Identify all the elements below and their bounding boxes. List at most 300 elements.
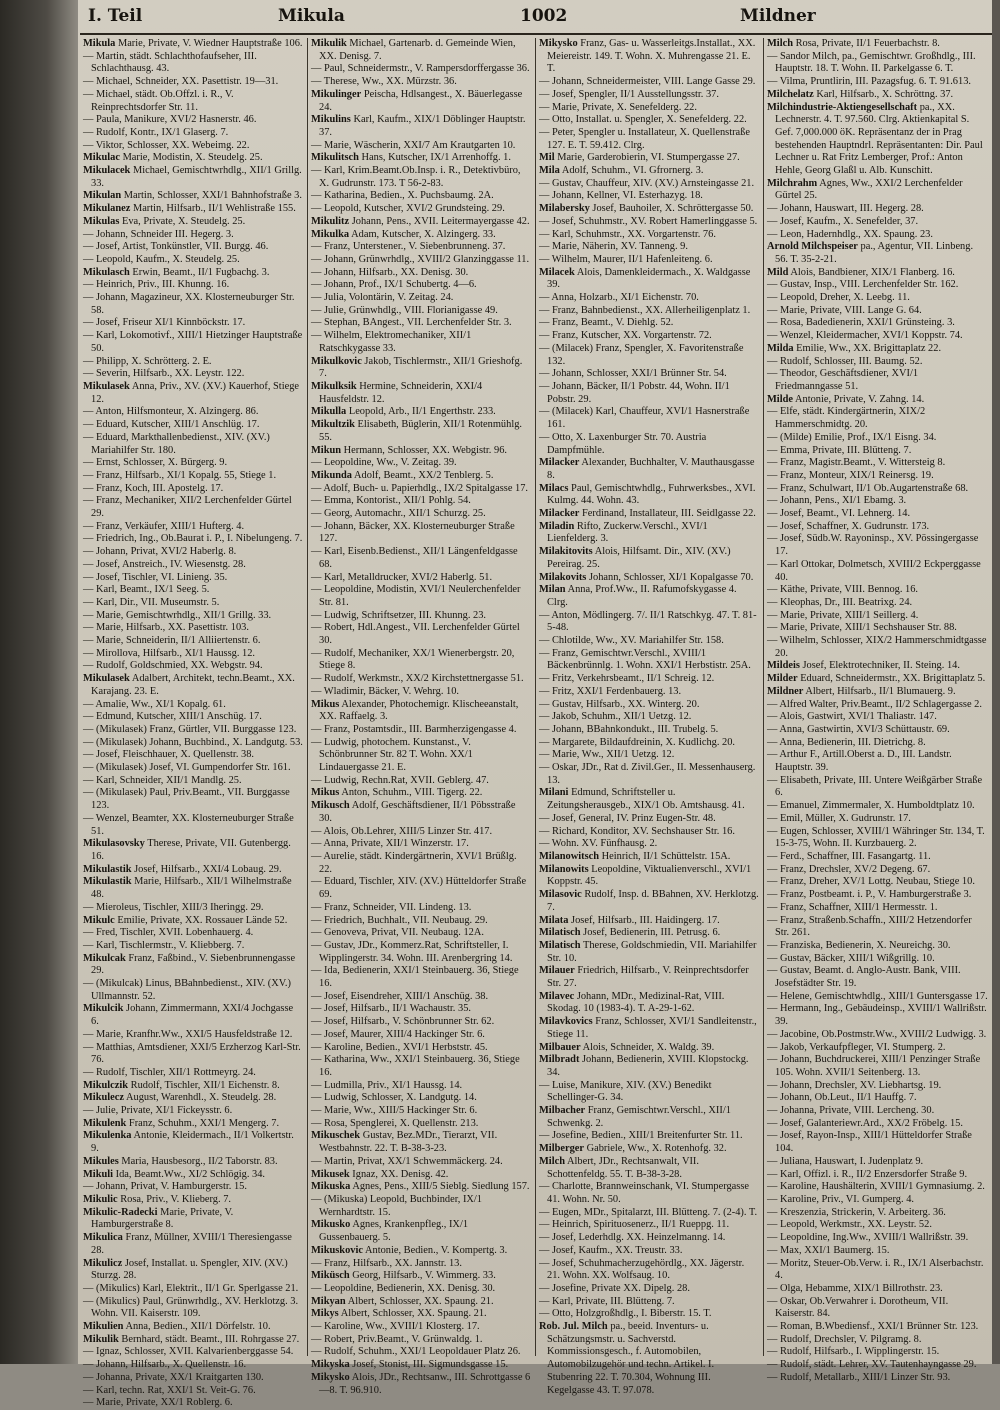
directory-entry <box>83 1156 303 1169</box>
entry-text: — Rudolf, Tischler, XII/1 Rottmeyrg. 24. <box>83 1066 256 1078</box>
entry-text: — Wilhelm, Maurer, II/1 Hafenleiteng. 6. <box>539 253 713 265</box>
directory-entry <box>767 915 988 940</box>
directory-entry <box>311 699 531 724</box>
directory-entry <box>311 826 531 839</box>
entry-surname: Milavkovics <box>539 1016 593 1028</box>
entry-text: — Leon, Hadernhdlg., XX. Spaung. 23. <box>767 228 933 240</box>
entry-text: — Johann, Grünwrhdlg., XVIII/2 Glanzinggasse 11. <box>311 253 530 265</box>
directory-entry <box>83 470 303 483</box>
entry-text: — Rudolf, städt. Lehrer, XV. Tautenhayngasse 29. <box>767 1359 977 1371</box>
header-page-number: 1002 <box>520 6 568 26</box>
entry-text: — Karoline, Haushälterin, XVIII/1 Gymnasiumg. 2. <box>767 1181 985 1193</box>
entry-text: Albert, JDr., Rechtsanwalt, VII. Schottenfeldg. 55. T. B-38-3-28. <box>547 1155 699 1180</box>
entry-text: — Rudolf, Drechsler, V. Pilgramg. 8. <box>767 1333 922 1345</box>
entry-text: — Margarete, Bildaufdreinin, X. Kudlichg. 20. <box>539 736 736 748</box>
directory-entry <box>311 775 531 788</box>
entry-surname: Milakovits <box>539 571 587 583</box>
directory-entry <box>311 927 531 940</box>
directory-entry <box>767 622 988 635</box>
entry-text: — Josef, Schuhmstr., XV. Robert Hamerlinggasse 5. <box>539 215 758 227</box>
directory-entry <box>767 470 988 483</box>
directory-entry <box>311 915 531 928</box>
entry-text: — Rudolf, Hilfsarb., I. Wipplingerstr. 15. <box>767 1346 940 1358</box>
directory-entry <box>83 89 303 114</box>
entry-text: — Josef, Südb.W. Rayoninsp., XV. Pössingergasse 17. <box>767 533 979 558</box>
entry-surname: Milavec <box>539 990 575 1002</box>
directory-entry <box>83 559 303 572</box>
entry-text: Agnes, Pens., XIII/5 Sieblg. Siedlung 157. <box>352 1181 530 1193</box>
entry-text: — Aurelie, städt. Kindergärtnerin, XVI/1 Brüßlg. 22. <box>311 851 517 875</box>
entry-surname: Milchindustrie-Aktiengesellschaft <box>767 101 918 113</box>
directory-entry <box>767 1359 988 1372</box>
directory-entry <box>539 699 759 712</box>
directory-entry <box>767 1080 988 1093</box>
entry-surname: Mikulastik <box>83 876 132 888</box>
entry-text: — Anton, Mödlingerg. 7/. II/1 Ratschkyg. 47. T. 81-5-48. <box>539 609 757 634</box>
directory-entry <box>83 267 303 280</box>
entry-text: Josef, Installat. u. Spengler, XIV. (XV.) Sturzg. 28. <box>91 1257 288 1282</box>
entry-text: — Severin, Hilfsarb., XX. Leystr. 122. <box>83 368 245 380</box>
directory-entry <box>311 838 531 851</box>
directory-entry <box>83 1385 303 1398</box>
entry-surname: Milchelatz <box>767 88 814 100</box>
directory-entry <box>83 1080 303 1093</box>
entry-text: — Rudolf, Schuhm., XXI/1 Leopoldauer Platz 26. <box>311 1346 521 1358</box>
entry-text: Agnes, Ww., XXI/2 Lerchenfelder Gürtel 25. <box>775 177 963 202</box>
entry-text: — Johann, Bäcker, II/1 Pobstr. 44, Wohn. II/1 Pobstr. 29. <box>539 380 730 405</box>
directory-entry <box>311 76 531 89</box>
entry-surname: Mikusch <box>311 800 350 812</box>
directory-entry <box>83 76 303 89</box>
entry-text: — Arthur F., Artill.Oberst a. D., III. Landstr. Hauptstr. 39. <box>767 749 952 774</box>
entry-text: — Vilma, Pruntlirin, III. Pazagsfug. 6. T. 91.613. <box>767 76 971 88</box>
directory-entry <box>83 648 303 661</box>
directory-entry <box>539 216 759 229</box>
directory-entry <box>311 1219 531 1244</box>
directory-entry <box>539 241 759 254</box>
entry-surname: Mikulic-Radecki <box>83 1206 158 1218</box>
entry-text: — Moritz, Steuer-Ob.Verw. i. R., IX/1 Alserbachstr. 4. <box>767 1257 984 1282</box>
directory-entry <box>767 724 988 737</box>
entry-text: — (Mikulasek) Josef, VI. Gumpendorfer Str. 161. <box>83 762 291 774</box>
entry-surname: Mikulenk <box>83 1117 127 1129</box>
entry-text: — Wladimir, Bäcker, V. Wehrg. 10. <box>311 685 460 697</box>
directory-entry <box>767 1029 988 1042</box>
directory-entry <box>539 1181 759 1206</box>
entry-surname: Mikulien <box>83 1321 124 1333</box>
entry-text: — Mieroleus, Tischler, XIII/3 Iheringg. 29. <box>83 901 264 913</box>
directory-entry <box>83 787 303 812</box>
header-lead-word: Mikula <box>278 6 345 26</box>
entry-text: — Franz, Koch, III. Apostelg. 17. <box>83 482 224 494</box>
directory-entry <box>767 965 988 990</box>
entry-text: — Käthe, Private, VIII. Bennog. 16. <box>767 584 919 596</box>
directory-entry <box>767 267 988 280</box>
directory-entry <box>767 851 988 864</box>
directory-entry <box>83 216 303 229</box>
entry-text: — Gustav, JDr., Kommerz.Rat, Schriftsteller, I. Wipplingerstr. 34. Wohn. III. Arenbergring 14. <box>311 939 513 964</box>
entry-text: Emilie, Private, XX. Rossauer Lände 52. <box>117 914 288 926</box>
entry-surname: Miküsch <box>311 1270 350 1282</box>
directory-entry <box>539 1232 759 1245</box>
entry-text: Leopold, Arb., II/1 Engerthstr. 233. <box>348 406 496 418</box>
directory-entry <box>767 508 988 521</box>
entry-text: — Michael, Schneider, XX. Pasettistr. 19—31. <box>83 76 279 88</box>
entry-text: — (Milacek) Franz, Spengler, X. Favoritenstraße 132. <box>539 342 744 367</box>
entry-text: — Josef, Tischler, VI. Linieng. 35. <box>83 571 228 583</box>
directory-entry <box>83 902 303 915</box>
entry-text: — Josef, Friseur XI/1 Kinnböckstr. 17. <box>83 317 246 329</box>
entry-text: Franz, Gas- u. Wasserleitgs.Installat., XX. Meiereistr. 149. T. Wohn. X. Muhrengasse 21. E. T. <box>547 38 756 75</box>
entry-text: — Gustav, Insp., VIII. Lerchenfelder Str. 162. <box>767 279 959 291</box>
entry-text: Alois, Damenkleidermach., X. Waldgasse 39. <box>547 266 751 291</box>
directory-entry <box>767 203 988 216</box>
entry-text: — Therese, Ww., XX. Mürzstr. 36. <box>311 76 457 88</box>
entry-text: — Oskar, JDr., Rat d. Zivil.Ger., II. Messenhauserg. 13. <box>539 762 756 786</box>
entry-text: Rosa, Private, II/1 Feuerbachstr. 8. <box>795 38 940 49</box>
directory-entry <box>539 305 759 318</box>
directory-entry <box>767 1334 988 1347</box>
directory-entry <box>83 483 303 496</box>
entry-text: — Hermann, Ing., Gebäudeinsp., XVIII/1 Wallrißstr. 39. <box>767 1003 987 1028</box>
directory-entry <box>311 356 531 381</box>
entry-text: — Leopold, Kutscher, XVI/2 Grundsteing. 29. <box>311 203 505 215</box>
directory-entry <box>767 38 988 51</box>
entry-text: — Helene, Gemischtwhdlg., XIII/1 Guntersgasse 17. <box>767 990 988 1002</box>
entry-text: Adolf, Schuhm., VI. Gfrornerg. 3. <box>561 165 704 177</box>
entry-text: — Friedrich, Ing., Ob.Baurat i. P., I. Nibelungeng. 7. <box>83 533 303 545</box>
entry-text: — (Milacek) Karl, Chauffeur, XVI/1 Hasnerstraße 161. <box>539 406 750 431</box>
entry-text: — Franz, Dreher, XV/1 Lottg. Neubau, Stiege 10. <box>767 876 975 888</box>
entry-text: — Anna, Private, XII/1 Winzerstr. 17. <box>311 838 469 850</box>
entry-text: — Josefine, Private XX. Dipelg. 28. <box>539 1282 690 1294</box>
directory-entry <box>539 292 759 305</box>
directory-entry <box>767 699 988 712</box>
directory-entry <box>311 140 531 153</box>
entry-text: — Josef, Rayon-Insp., XIII/1 Hütteldorfer Straße 104. <box>767 1130 972 1155</box>
entry-text: — Olga, Hebamme, XIX/1 Billrothstr. 23. <box>767 1282 943 1294</box>
entry-text: — (Mikuska) Leopold, Buchbinder, IX/1 Wernhardtstr. 15. <box>311 1193 482 1218</box>
directory-entry <box>311 1105 531 1118</box>
entry-text: — Leopold, Dreher, X. Leebg. 11. <box>767 292 910 304</box>
directory-entry <box>539 1016 759 1041</box>
entry-text: Martin, Hilfsarb., II/1 Wehlistraße 155. <box>132 203 296 215</box>
directory-entry <box>539 89 759 102</box>
entry-text: — Marie, Private, X. Senefelderg. 22. <box>539 101 697 113</box>
entry-surname: Mikulecz <box>83 1092 124 1104</box>
entry-text: — Franz, Mechaniker, XII/2 Lerchenfelder Gürtel 29. <box>83 495 292 520</box>
directory-entry <box>311 203 531 216</box>
entry-text: — Eugen, MDr., Spitalarzt, III. Blütteng. 7. (2-4). T. <box>539 1206 758 1218</box>
directory-entry <box>767 1296 988 1321</box>
entry-surname: Mikyan <box>311 1295 346 1307</box>
directory-columns <box>80 38 992 1409</box>
directory-entry <box>539 838 759 851</box>
directory-entry <box>83 572 303 585</box>
directory-entry <box>83 229 303 242</box>
entry-surname: Mikulasek <box>83 380 130 392</box>
entry-surname: Mikulasovsky <box>83 838 145 850</box>
entry-text: — Leopold, Kaufm., X. Steudelg. 25. <box>83 253 240 265</box>
entry-text: — Ida, Bedienerin, XXI/1 Steinbauerg. 36, Stiege 16. <box>311 965 519 990</box>
directory-entry <box>539 991 759 1016</box>
directory-entry <box>539 584 759 609</box>
directory-entry <box>539 254 759 267</box>
entry-text: — Leopoldine, Ing.Ww., XVIII/1 Wallrißstr. 39. <box>767 1232 969 1244</box>
entry-text: — Marie, Private, VIII. Lange G. 64. <box>767 304 922 316</box>
entry-text: — Josef, General, IV. Prinz Eugen-Str. 48. <box>539 812 716 824</box>
directory-entry <box>539 686 759 699</box>
entry-text: Antonie, Private, V. Zahng. 14. <box>795 393 925 405</box>
directory-entry <box>767 51 988 76</box>
entry-text: — Paul, Schneidermstr., V. Rampersdorffergasse 36. <box>311 63 530 75</box>
directory-entry <box>83 419 303 432</box>
directory-entry <box>767 102 988 178</box>
directory-entry <box>311 330 531 355</box>
entry-surname: Milberger <box>539 1143 585 1155</box>
entry-text: — Ludwig, Schriftsetzer, III. Khunng. 23. <box>311 609 487 621</box>
entry-text: — Franz, Schulwart, II/1 Ob.Augartenstraße 68. <box>767 482 969 494</box>
directory-entry <box>767 826 988 851</box>
directory-entry <box>311 114 531 139</box>
entry-surname: Mikulas <box>83 215 120 227</box>
directory-entry <box>539 1283 759 1296</box>
entry-surname: Milabersky <box>539 203 590 215</box>
directory-entry <box>767 953 988 966</box>
entry-surname: Milchrahm <box>767 177 818 189</box>
directory-entry <box>767 749 988 774</box>
directory-entry <box>311 1080 531 1093</box>
directory-entry <box>767 356 988 369</box>
directory-entry <box>311 419 531 444</box>
entry-surname: Milauer <box>539 965 575 977</box>
entry-text: — Mirollova, Hilfsarb., XI/1 Haussg. 12. <box>83 647 256 659</box>
entry-text: — Leopold, Werkmstr., XX. Leystr. 52. <box>767 1219 932 1231</box>
entry-text: Rifto, Zuckerw.Verschl., XVI/1 Lienfelderg. 3. <box>547 520 708 545</box>
directory-entry <box>539 635 759 648</box>
entry-text: Alois, Schneider, X. Waldg. 39. <box>582 1041 715 1053</box>
entry-text: — Karl, Private, III. Blütteng. 7. <box>539 1295 675 1307</box>
directory-entry <box>83 406 303 419</box>
directory-entry <box>83 1372 303 1385</box>
entry-surname: Mikus <box>311 698 340 710</box>
directory-entry <box>83 699 303 712</box>
directory-entry <box>83 51 303 76</box>
entry-text: — Fritz, XXI/1 Ferdenbauerg. 13. <box>539 685 682 697</box>
entry-text: Hans, Kutscher, IX/1 Arrenhoffg. 1. <box>361 152 511 164</box>
entry-text: — Josefine, Bedien., XIII/1 Breitenfurter Str. 11. <box>539 1130 743 1142</box>
entry-text: — Karoline, Ww., XVIII/1 Klosterg. 17. <box>311 1321 480 1333</box>
entry-text: Karl, Kaufm., XIX/1 Döblinger Hauptstr. 37. <box>319 114 526 138</box>
entry-text: — Karl, techn. Rat, XXI/1 St. Veit-G. 76. <box>83 1384 256 1396</box>
directory-entry <box>539 940 759 965</box>
entry-text: — Johann, Hilfsarb., X. Quellenstr. 16. <box>83 1359 247 1371</box>
directory-entry <box>539 724 759 737</box>
directory-entry <box>767 305 988 318</box>
entry-text: — Franz, Unterstener., V. Siebenbrunneng. 37. <box>311 241 506 253</box>
directory-entry <box>311 445 531 458</box>
directory-entry <box>539 762 759 787</box>
entry-text: — Franz, Kutscher, XX. Vorgartenstr. 72. <box>539 330 712 342</box>
entry-text: Alois, Hilfsamt. Dir., XIV. (XV.) Pereirag. 25. <box>547 546 731 570</box>
entry-surname: Mikulik <box>83 1333 119 1345</box>
directory-entry <box>767 902 988 915</box>
entry-surname: Mil <box>539 152 555 164</box>
directory-entry <box>83 864 303 877</box>
entry-text: — Johann, Schneidermeister, VIII. Lange Gasse 29. <box>539 76 756 88</box>
entry-text: August, Warenhdl., X. Steudelg. 28. <box>126 1092 277 1104</box>
directory-entry <box>83 1092 303 1105</box>
directory-entry <box>539 1130 759 1143</box>
directory-entry <box>767 178 988 203</box>
scan-right-margin <box>992 0 1000 1364</box>
directory-entry <box>539 203 759 216</box>
directory-entry <box>539 432 759 457</box>
entry-text: Michael, Gemischtwrhdlg., XII/1 Grillg. 33. <box>91 165 302 189</box>
entry-surname: Milani <box>539 787 569 799</box>
entry-text: Ferdinand, Installateur, III. Seidlgasse 22. <box>582 508 756 520</box>
entry-text: — Leopoldine, Ww., V. Zeitag. 39. <box>311 457 457 469</box>
entry-surname: Milanowitsch <box>539 851 600 862</box>
directory-entry <box>311 1156 531 1169</box>
entry-text: — Rudolf, Kontr., IX/1 Glaserg. 7. <box>83 126 229 138</box>
entry-text: Albert, Hilfsarb., II/1 Blumauerg. 9. <box>805 685 956 697</box>
entry-text: Heinrich, II/1 Schüttelstr. 15A. <box>601 851 731 862</box>
directory-entry <box>539 114 759 127</box>
directory-entry <box>83 673 303 698</box>
entry-text: — Johann, Buchdruckerei, XIII/1 Penzinger Straße 105. Wohn. XVII/1 Seitenberg. 13. <box>767 1054 981 1078</box>
entry-surname: Mila <box>539 165 560 177</box>
directory-entry <box>83 38 303 51</box>
directory-entry <box>767 775 988 800</box>
entry-text: — Chlotilde, Ww., XV. Mariahilfer Str. 158. <box>539 635 724 647</box>
entry-text: — Philipp, X. Schrötterg. 2. E. <box>83 355 212 367</box>
directory-entry <box>539 1207 759 1220</box>
directory-entry <box>83 940 303 953</box>
entry-surname: Milakitovits <box>539 546 593 558</box>
entry-text: — Otto, Installat. u. Spengler, X. Senefelderg. 22. <box>539 114 747 126</box>
entry-text: Antonie, Bedien., V. Kompertg. 3. <box>365 1244 508 1256</box>
directory-entry <box>83 1003 303 1028</box>
entry-text: — Jacobine, Ob.Postmstr.Ww., XVIII/2 Ludwigg. 3. <box>767 1028 987 1040</box>
directory-entry <box>311 190 531 203</box>
entry-surname: Mikus <box>311 787 340 799</box>
header-rule <box>80 33 992 35</box>
directory-entry <box>311 965 531 990</box>
entry-text: — Johann, Ob.Leut., II/1 Hauffg. 7. <box>767 1092 917 1104</box>
directory-entry <box>311 991 531 1004</box>
directory-entry <box>767 1194 988 1207</box>
directory-entry <box>767 1003 988 1028</box>
entry-text: Josef, Hilfsarb., XXI/4 Lobaug. 29. <box>134 863 282 875</box>
entry-text: — Johann, Kellner, VI. Esterhazyg. 18. <box>539 190 703 202</box>
entry-text: Josef, Bedienerin, III. Petrusg. 6. <box>583 927 721 939</box>
directory-entry <box>767 889 988 902</box>
entry-surname: Mikysko <box>539 38 578 49</box>
entry-text: — Elfe, städt. Kindergärtnerin, XIX/2 Hammerschmidtg. 20. <box>767 406 926 431</box>
entry-text: — Fred, Tischler, XVII. Lobenhauerg. 4. <box>83 927 254 939</box>
entry-surname: Milde <box>767 393 793 405</box>
directory-entry <box>539 267 759 292</box>
entry-text: Maria, Hausbesorg., II/2 Taborstr. 83. <box>121 1155 278 1167</box>
entry-text: — Franz, Drechsler, XV/2 Degeng. 67. <box>767 863 931 875</box>
entry-text: — Eduard, Markthallenbedienst., XIV. (XV.) Mariahilfer Str. 180. <box>83 431 270 456</box>
entry-surname: Milacs <box>539 482 569 494</box>
directory-entry <box>311 165 531 190</box>
entry-text: — Anton, Hilfsmonteur, X. Alzingerg. 86. <box>83 406 259 418</box>
directory-entry <box>311 610 531 623</box>
entry-surname: Milanowits <box>539 863 589 875</box>
entry-text: — Johann, Bäcker, XX. Klosterneuburger Straße 127. <box>311 520 515 545</box>
directory-entry <box>539 483 759 508</box>
directory-entry <box>311 1130 531 1155</box>
entry-text: Erwin, Beamt., II/1 Fugbachg. 3. <box>132 266 270 278</box>
entry-text: — Franz, Postamtsdir., III. Barmherzigengasse 4. <box>311 723 517 735</box>
entry-text: Franz, Schlosser, XVI/1 Sandleitenstr., Stiege 11. <box>547 1016 757 1040</box>
entry-text: Josef, Stonist, III. Sigmundsgasse 15. <box>352 1359 509 1371</box>
directory-entry <box>311 495 531 508</box>
entry-text: — Josef, Artist, Tonkünstler, VII. Burgg. 46. <box>83 241 269 253</box>
directory-entry <box>311 1016 531 1029</box>
entry-text: — Josef, Galanteriewr.Ard., XX/2 Fröbelg. 15. <box>767 1117 963 1129</box>
directory-entry <box>767 495 988 508</box>
directory-entry <box>311 1270 531 1283</box>
entry-text: Rudolf, Insp. d. BBahnen, XV. Herklotzg. 7. <box>547 889 759 913</box>
entry-text: — Emanuel, Zimmermaler, X. Humboldtplatz 10. <box>767 800 975 812</box>
directory-entry <box>767 1054 988 1079</box>
entry-text: — Johann, Schlosser, XXI/1 Brünner Str. 54. <box>539 368 727 380</box>
entry-text: — Josef, Kaufm., X. Senefelder, 37. <box>767 215 919 227</box>
entry-surname: Milatisch <box>539 927 581 939</box>
entry-text: — Friedrich, Buchhalt., VII. Neubaug. 29. <box>311 914 488 926</box>
directory-entry <box>83 749 303 762</box>
entry-surname: Milatisch <box>539 939 581 951</box>
entry-text: — Amalie, Ww., XI/1 Kopalg. 61. <box>83 698 226 710</box>
entry-text: — Franziska, Bedienerin, X. Neureichg. 30. <box>767 939 951 951</box>
entry-surname: Mikusko <box>311 1219 351 1231</box>
directory-entry <box>311 1372 531 1397</box>
entry-surname: Milacek <box>539 266 575 278</box>
entry-text: Ignaz, XX. Denisg. 42. <box>352 1168 449 1180</box>
entry-text: Alexander, Photochemigr. Klischeeanstalt, XX. Raffaelg. 3. <box>319 698 519 723</box>
entry-text: — Alois, Ob.Lehrer, XIII/5 Linzer Str. 417. <box>311 825 493 837</box>
directory-entry <box>311 584 531 609</box>
entry-surname: Mikusek <box>311 1168 350 1180</box>
directory-entry <box>767 1156 988 1169</box>
directory-entry <box>539 1042 759 1055</box>
directory-entry <box>83 165 303 190</box>
entry-text: — Georg, Automachr., XII/1 Schurzg. 25. <box>311 508 486 520</box>
directory-entry <box>539 826 759 839</box>
entry-text: Edmund, Schriftsteller u. Zeitungsherausgeb., XIX/1 Ob. Amtshausg. 41. <box>547 787 745 812</box>
entry-text: — Franz, Beamt., V. Diehlg. 52. <box>539 317 674 329</box>
directory-entry <box>767 368 988 393</box>
entry-surname: Mikuli <box>83 1168 114 1180</box>
entry-text: — Karl, Lokomotivf., XIII/1 Hietzinger Hauptstraße 50. <box>83 330 303 354</box>
page-header <box>88 4 988 30</box>
entry-text: Friedrich, Hilfsarb., V. Reinprechtsdorfer Str. 27. <box>547 965 749 990</box>
entry-text: Therese, Private, VII. Gutenbergg. 16. <box>91 838 291 862</box>
directory-entry <box>767 76 988 89</box>
directory-entry <box>767 635 988 660</box>
entry-surname: Milan <box>539 584 566 596</box>
directory-entry <box>311 673 531 686</box>
entry-text: pa., XX. Lechnerstr. 4. T. 97.560. Clrg. Aktienkapital S. Gef. 7,000.000 öK. Repräsentanz der in Prag bestehenden Hauptndrl. Repräsentanten: Dir. Paul Lechner u. Rat Fritz Lemberger, Prof.: Anton Hehle, Georg Glaßl u. Alb. Kunschitt. <box>775 101 983 177</box>
entry-surname: Mikulc <box>83 914 115 926</box>
entry-surname: Mikulins <box>311 114 351 126</box>
entry-text: — Eduard, Kutscher, XIII/1 Anschlüg. 17. <box>83 419 260 431</box>
entry-text: — Alois, Gastwirt, XVI/1 Thaliastr. 147. <box>767 711 937 723</box>
